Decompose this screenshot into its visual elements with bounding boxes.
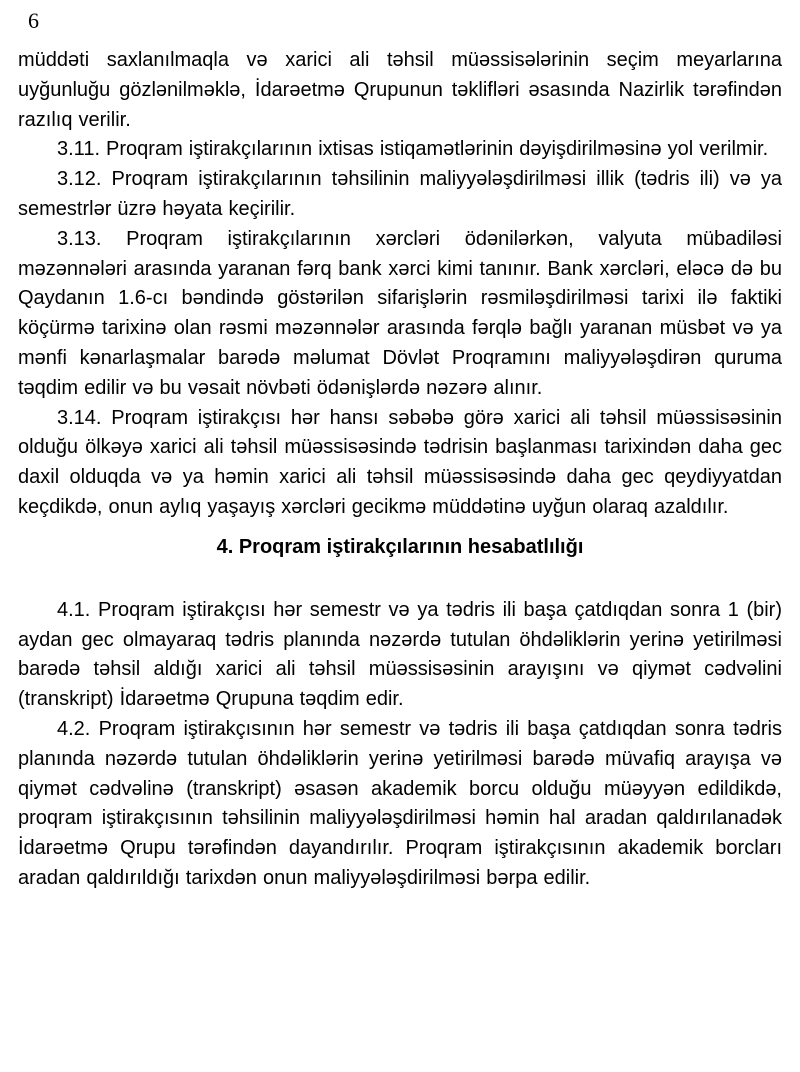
- paragraph-3-12: 3.12. Proqram iştirakçılarının təhsilinin maliyyələşdirilməsi illik (tədris ili) və ya semestrlər üzrə həyata keçirilir.: [18, 168, 782, 220]
- paragraph-3-11: 3.11. Proqram iştirakçılarının ixtisas istiqamətlərinin dəyişdirilməsinə yol verilmir.: [57, 138, 769, 161]
- page-number: 6: [28, 8, 39, 33]
- document-body: [18, 46, 782, 894]
- section-heading-4: 4. Proqram iştirakçılarının hesabatlılığı: [216, 535, 584, 558]
- paragraph-continuation: müddəti saxlanılmaqla və xarici ali təhsil müəssisələrinin seçim meyarlarına uyğunluğu gözlənilməklə, İdarəetmə Qrupunun təklifləri əsasında Nazirlik tərəfindən razılıq verilir.: [18, 49, 782, 131]
- paragraph-4-1: 4.1. Proqram iştirakçısı hər semestr və ya tədris ili başa çatdıqdan sonra 1 (bir) aydan gec olmayaraq tədris planında nəzərdə tutulan öhdəliklərin yerinə yetirilməsi barədə təhsil aldığı xarici ali təhsil müəssisəsinin arayışını və qiymət cədvəlini (transkript) İdarəetmə Qrupuna təqdim edir.: [18, 598, 782, 711]
- paragraph-3-14: 3.14. Proqram iştirakçısı hər hansı səbəbə görə xarici ali təhsil müəssisəsinin olduğu ölkəyə xarici ali təhsil müəssisəsində tədrisin başlanması tarixindən daha gec daxil olduqda və ya həmin xarici ali təhsil müəssisəsində daha gec qeydiyyatdan keçdikdə, onun aylıq yaşayış xərcləri gecikmə müddətinə uyğun olaraq azaldılır.: [18, 406, 782, 518]
- paragraph-3-13: 3.13. Proqram iştirakçılarının xərcləri ödənilərkən, valyuta mübadiləsi məzənnələri arasında yaranan fərq bank xərci kimi tanınır. Bank xərcləri, eləcə də bu Qaydanın 1.6-cı bəndində göstərilən sifarişlərin rəsmiləşdirilməsi tarixi ilə faktiki köçürmə tarixinə olan rəsmi məzənnələr arasında fərqlə bağlı yaranan müsbət və ya mənfi kənarlaşmalar barədə məlumat Dövlət Proqramını maliyyələşdirən quruma təqdim edilir və bu vəsait növbəti ödənişlərdə nəzərə alınır.: [18, 227, 782, 399]
- paragraph-4-2: 4.2. Proqram iştirakçısının hər semestr və tədris ili başa çatdıqdan sonra tədris planında nəzərdə tutulan öhdəliklərin yerinə yetirilməsi barədə müvafiq arayışa və qiymət cədvəlinə (transkript) əsasən akademik borcu olduğu müəyyən edildikdə, proqram iştirakçısının təhsilinin maliyyələşdirilməsi həmin hal aradan qaldırılanadək İdarəetmə Qrupu tərəfindən dayandırılır. Proqram iştirakçısının akademik borcları aradan qaldırıldığı tarixdən onun maliyyələşdirilməsi bərpa edilir.: [18, 717, 782, 889]
